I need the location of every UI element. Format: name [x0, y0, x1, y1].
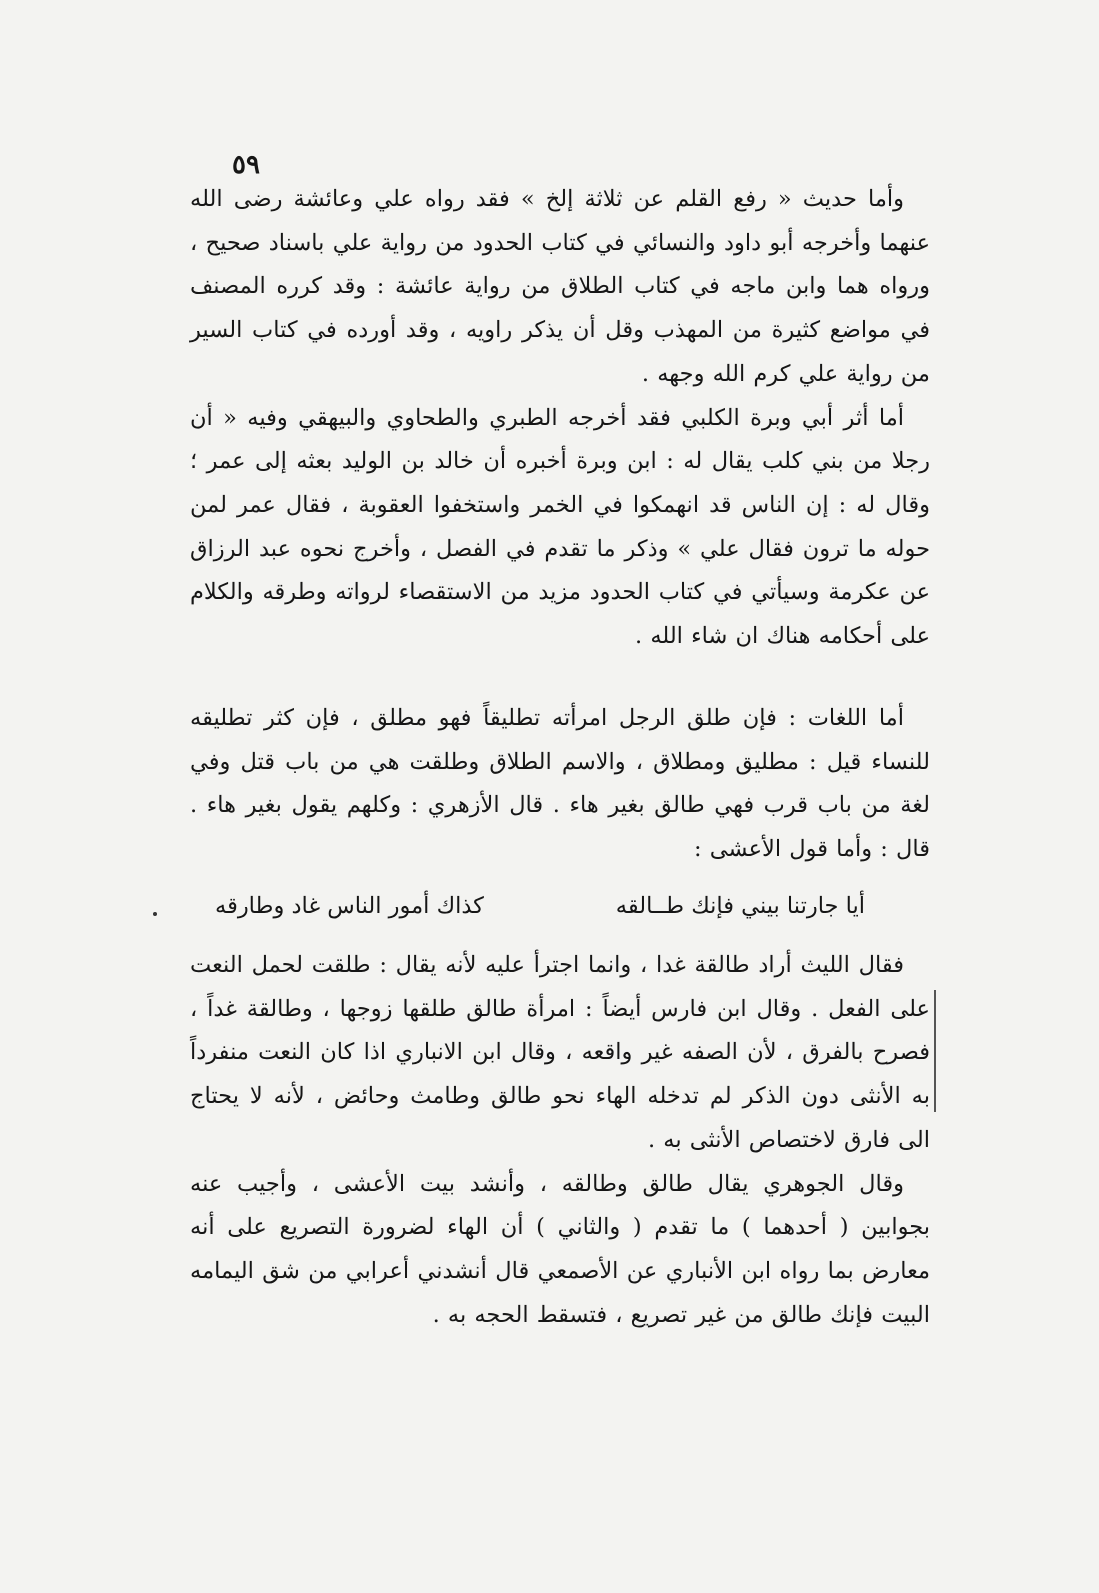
poetry-verse — [215, 884, 865, 928]
verse-first-hemistich: أيا جارتنا بيني فإنك طــالقه — [615, 893, 865, 919]
text-section-hadith — [190, 178, 930, 659]
text-section-lughat — [190, 697, 930, 872]
paragraph-athar: أما أثر أبي وبرة الكلبي فقد أخرجه الطبري والطحاوي والبيهقي وفيه « أن رجلا من بني كلب يقال له : ابن وبرة أخبره أن خالد بن الوليد بعثه إلى عمر ؛ وقال له : إن الناس قد انهمكوا في الخمر واستخفوا العقوبة ، فقال عمر لمن حوله ما ترون فقال علي » وذكر ما تقدم في الفصل ، وأخرج نحوه عبد الرزاق عن عكرمة وسيأتي في كتاب الحدود مزيد من الاستقصاء لرواته وطرقه والكلام على أحكامه هناك ان شاء الله . — [190, 404, 930, 650]
margin-mark-line — [934, 990, 936, 1112]
verse-second-hemistich: كذاك أمور الناس غاد وطارقه — [215, 893, 484, 919]
paragraph-lughat: أما اللغات : فإن طلق الرجل امرأته تطليقاً فهو مطلق ، فإن كثر تطليقه للنساء قيل : مطليق ومطلاق ، والاسم الطلاق وطلقت هي من باب قتل وفي لغة من باب قرب فهي طالق بغير هاء . قال الأزهري : وكلهم يقول بغير هاء . قال : وأما قول الأعشى : — [190, 705, 930, 863]
paragraph-layth: فقال الليث أراد طالقة غدا ، وانما اجترأ عليه لأنه يقال : طلقت لحمل النعت على الفعل . وقال ابن فارس أيضاً : امرأة طالق طلقها زوجها ، وطالقة غداً ، فصرح بالفرق ، لأن الصفه غير واقعه ، وقال ابن الانباري اذا كان النعت منفرداً به الأنثى دون الذكر لم تدخله الهاء نحو طالق وطامث وحائض ، لأنه لا يحتاج الى فارق لاختصاص الأنثى به . — [190, 952, 930, 1153]
stray-mark — [153, 912, 157, 916]
paragraph-hadith: وأما حديث « رفع القلم عن ثلاثة إلخ » فقد رواه علي وعائشة رضى الله عنهما وأخرجه أبو داود والنسائي في كتاب الحدود من رواية علي باسناد صحيح ، ورواه هما وابن ماجه في كتاب الطلاق من رواية عائشة : وقد كرره المصنف في مواضع كثيرة من المهذب وقل أن يذكر راويه ، وقد أورده في كتاب السير من رواية علي كرم الله وجهه . — [190, 186, 930, 387]
page-number: ٥٩ — [232, 150, 260, 180]
text-section-commentary — [190, 944, 930, 1337]
paragraph-jawhari: وقال الجوهري يقال طالق وطالقه ، وأنشد بيت الأعشى ، وأجيب عنه بجوابين ( أحدهما ) ما تقدم ( والثاني ) أن الهاء لضرورة التصريع على أنه معارض بما رواه ابن الأنباري عن الأصمعي قال أنشدني أعرابي من شق اليمامه البيت فإنك طالق من غير تصريع ، فتسقط الحجه به . — [190, 1170, 930, 1328]
